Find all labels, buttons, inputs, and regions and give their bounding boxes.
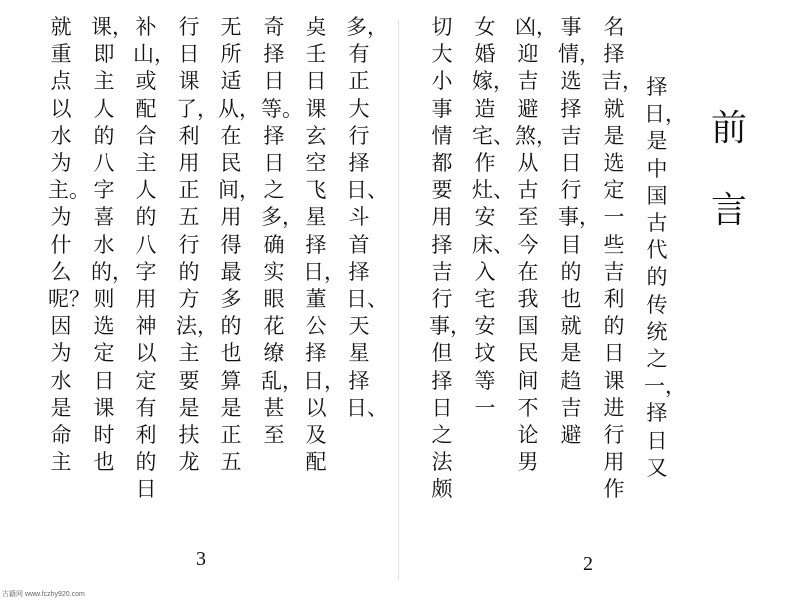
text-column: 奇择日等。择日之多，确实眼花缭乱，甚至 — [261, 15, 303, 448]
text-column: 奌壬日课玄空飞星择日，董公择日，以及配 — [303, 15, 345, 475]
page-number: 3 — [196, 548, 206, 570]
text-column: 凶，迎吉避煞，从古至今在我国民间不论男 — [515, 15, 557, 475]
page-number: 2 — [583, 553, 593, 575]
text-column: 多，有正大行择日、斗首择日、天星择日、 — [346, 15, 388, 420]
text-column: 补山，或配合主人的八字用神以定有利的日 — [133, 15, 175, 502]
text-column: 无所适从，在民间，用得最多的也算是正五 — [218, 15, 260, 475]
left-page — [0, 0, 396, 601]
watermark: 古籍网 www.fczhy920.com — [2, 591, 85, 598]
text-column: 就重点以水为主。为什么呢？因为水是命主 — [48, 15, 90, 475]
text-column: 事情，选择吉日行事，目的也就是趋吉避 — [558, 15, 600, 448]
text-column: 女婚嫁，造宅、作灶、安床、入宅安坟等一 — [472, 15, 514, 420]
text-column: 切大小事情都要用择吉行事，但择日之法颇 — [429, 15, 471, 502]
text-column: 名择吉，就是选定一些吉利的日课进行用作 — [601, 15, 643, 502]
text-column: 行日课了，利用正五行的方法，主要是扶龙 — [176, 15, 218, 475]
page-divider — [398, 20, 399, 580]
text-column: 课，即主人的八字喜水的，则选定日课时也 — [91, 15, 133, 475]
text-column: 择日，是中国古代的传统之一，择日又 — [644, 75, 686, 480]
page-title: 前言 — [710, 108, 747, 231]
